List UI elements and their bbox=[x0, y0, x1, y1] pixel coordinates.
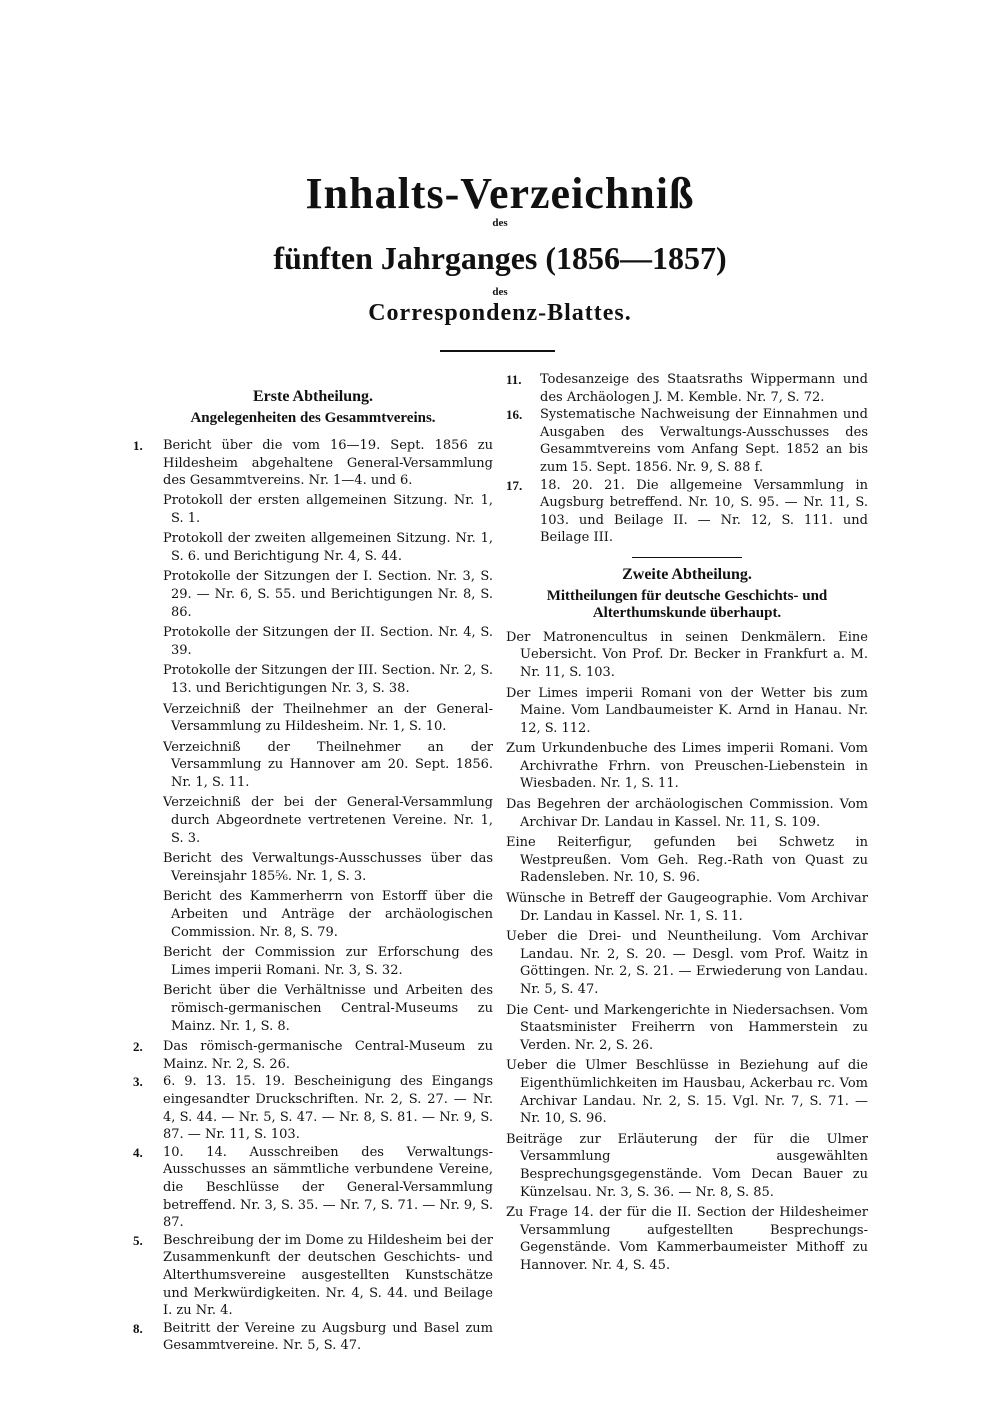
left-entry-list bbox=[133, 437, 493, 1355]
index-entry bbox=[133, 1232, 493, 1320]
index-subentry: Protokolle der Sitzungen der III. Section. Nr. 2, S. 13. und Berichtigungen Nr. 3, S. 38. bbox=[163, 663, 493, 696]
index-entry: Zum Urkundenbuche des Limes imperii Romani. Vom Archivrathe Frhrn. von Preuschen-Liebenstein in Wiesbaden. Nr. 1, S. 11. bbox=[506, 741, 868, 792]
title-year-line: fünften Jahrganges (1856—1857) bbox=[273, 240, 727, 276]
entry-text: Bericht über die vom 16—19. Sept. 1856 zu Hildesheim abgehaltene General-Versammlung des Gesammtvereins. Nr. 1—4. und 6. bbox=[163, 438, 493, 489]
section-title-2: Zweite Abtheilung. bbox=[622, 565, 752, 583]
index-subentry: Bericht des Verwaltungs-Ausschusses über das Vereinsjahr 185⁵⁄₆. Nr. 1, S. 3. bbox=[163, 851, 493, 884]
entry-text: 10. 14. Ausschreiben des Verwaltungs-Ausschusses an sämmtliche verbundene Vereine, die Beschlüsse der General-Versammlung betreffend. Nr. 3, S. 35. — Nr. 7, S. 71. — Nr. 9, S. 87. bbox=[163, 1144, 493, 1231]
section-divider bbox=[632, 557, 742, 558]
entry-number: 4. bbox=[133, 1144, 143, 1160]
index-subentry: Verzeichniß der bei der General-Versammlung durch Abgeordnete vertretenen Vereine. Nr. 1, S. 3. bbox=[163, 795, 493, 846]
entry-text: 6. 9. 13. 15. 19. Bescheinigung des Eingangs eingesandter Druckschriften. Nr. 2, S. 27. — Nr. 4, S. 44. — Nr. 5, S. 47. — Nr. 8, S. 81. — Nr. 9, S. 87. — Nr. 11, S. 103. bbox=[163, 1074, 493, 1143]
index-entry: Beiträge zur Erläuterung der für die Ulmer Versammlung ausgewählten Besprechungsgegenstände. Vom Decan Bauer zu Künzelsau. Nr. 3, S. 36. — Nr. 8, S. 85. bbox=[506, 1131, 868, 1200]
entry-text: Beschreibung der im Dome zu Hildesheim bei der Zusammenkunft der deutschen Geschichts- und Alterthumsvereine ausgestellten Kunstschätze und Merkwürdigkeiten. Nr. 4, S. 44. und Beilage I. zu Nr. 4. bbox=[163, 1232, 493, 1319]
entry-text: Systematische Nachweisung der Einnahmen und Ausgaben des Verwaltungs-Ausschusses des Gesammtvereins vom Anfang Sept. 1852 an bis zum 15. Sept. 1856. Nr. 9, S. 88 f. bbox=[540, 407, 868, 475]
entry-number: 3. bbox=[133, 1074, 143, 1090]
index-subentry: Verzeichniß der Theilnehmer an der General-Versammlung zu Hildesheim. Nr. 1, S. 10. bbox=[163, 701, 493, 735]
entry-number: 17. bbox=[506, 477, 523, 493]
section-subtitle-1: Angelegenheiten des Gesammtvereins. bbox=[190, 409, 436, 426]
index-subentry: Verzeichniß der Theilnehmer an der Versammlung zu Hannover am 20. Sept. 1856. Nr. 1, S. 11. bbox=[163, 739, 493, 790]
index-subentry: Protokolle der Sitzungen der I. Section. Nr. 3, S. 29. — Nr. 6, S. 55. und Berichtigungen Nr. 8, S. 86. bbox=[163, 569, 493, 620]
entry-text: 18. 20. 21. Die allgemeine Versammlung in Augsburg betreffend. Nr. 10, S. 95. — Nr. 11, S. 103. und Beilage II. — Nr. 12, S. 111. und Beilage III. bbox=[540, 477, 868, 546]
entry-number: 8. bbox=[133, 1320, 143, 1336]
index-entry bbox=[506, 406, 868, 476]
index-entry: Zu Frage 14. der für die II. Section der Hildesheimer Versammlung aufgestellten Besprechungs-Gegenstände. Vom Kammerbaumeister Mithoff zu Hannover. Nr. 4, S. 45. bbox=[506, 1205, 868, 1273]
right-entry-list bbox=[506, 629, 868, 1275]
entry-text: Das römisch-germanische Central-Museum zu Mainz. Nr. 2, S. 26. bbox=[163, 1039, 493, 1072]
index-subentry: Bericht der Commission zur Erforschung des Limes imperii Romani. Nr. 3, S. 32. bbox=[163, 945, 493, 978]
page-title: Inhalts-Verzeichniß bbox=[305, 169, 695, 218]
index-entry: Ueber die Ulmer Beschlüsse in Beziehung auf die Eigenthümlichkeiten im Hausbau, Ackerbau rc. Vom Archivar Landau. Nr. 2, S. 15. Vgl. Nr. 7, S. 71. — Nr. 10, S. 96. bbox=[506, 1058, 868, 1127]
title-des-1: des bbox=[492, 217, 508, 229]
entry-number: 1. bbox=[133, 438, 143, 454]
entry-number: 2. bbox=[133, 1039, 143, 1055]
index-subentry: Bericht über die Verhältnisse und Arbeiten des römisch-germanischen Central-Museums zu Mainz. Nr. 1, S. 8. bbox=[163, 983, 493, 1034]
entry-text: Beitritt der Vereine zu Augsburg und Basel zum Gesammtvereine. Nr. 5, S. 47. bbox=[163, 1320, 493, 1354]
index-entry: Eine Reiterfigur, gefunden bei Schwetz in Westpreußen. Vom Geh. Reg.-Rath von Quast zu Radensleben. Nr. 10, S. 96. bbox=[506, 835, 868, 886]
page-subtitle: Correspondenz-Blattes. bbox=[368, 300, 632, 326]
index-entry bbox=[133, 437, 493, 490]
index-entry bbox=[133, 1320, 493, 1355]
index-entry bbox=[506, 477, 868, 547]
index-subentry: Bericht des Kammerherrn von Estorff über die Arbeiten und Anträge der archäologischen Commission. Nr. 8, S. 79. bbox=[163, 889, 493, 940]
section-title-1: Erste Abtheilung. bbox=[252, 388, 373, 405]
index-entry: Der Limes imperii Romani von der Wetter bis zum Maine. Vom Landbaumeister K. Arnd in Hanau. Nr. 12, S. 112. bbox=[506, 685, 868, 736]
index-subentry: Protokolle der Sitzungen der II. Section. Nr. 4, S. 39. bbox=[163, 625, 493, 658]
index-entry bbox=[133, 1038, 493, 1073]
title-des-2: des bbox=[492, 286, 508, 298]
index-entry: Wünsche in Betreff der Gaugeographie. Vom Archivar Dr. Landau in Kassel. Nr. 1, S. 11. bbox=[506, 891, 868, 924]
index-entry: Ueber die Drei- und Neuntheilung. Vom Archivar Landau. Nr. 2, S. 20. — Desgl. vom Prof. Waitz in Göttingen. Nr. 2, S. 21. — Erwiederung von Landau. Nr. 5, S. 47. bbox=[506, 929, 868, 997]
left-column bbox=[133, 388, 493, 1355]
index-subentry: Protokoll der zweiten allgemeinen Sitzung. Nr. 1, S. 6. und Berichtigung Nr. 4, S. 44. bbox=[163, 531, 493, 564]
entry-number: 5. bbox=[133, 1232, 143, 1248]
index-entry: Die Cent- und Markengerichte in Niedersachsen. Vom Staatsminister Freiherrn von Hammerstein zu Verden. Nr. 2, S. 26. bbox=[506, 1002, 868, 1053]
right-entry-list-top bbox=[506, 371, 868, 547]
index-entry: Das Begehren der archäologischen Commission. Vom Archivar Dr. Landau in Kassel. Nr. 11, S. 109. bbox=[506, 797, 868, 830]
index-entry: Der Matronencultus in seinen Denkmälern. Eine Uebersicht. Von Prof. Dr. Becker in Frankfurt a. M. Nr. 11, S. 103. bbox=[506, 629, 868, 680]
entry-text: Todesanzeige des Staatsraths Wippermann und des Archäologen J. M. Kemble. Nr. 7, S. 72. bbox=[540, 372, 868, 405]
right-column bbox=[506, 371, 868, 1278]
entry-number: 16. bbox=[506, 407, 523, 423]
index-entry bbox=[506, 371, 868, 406]
index-entry bbox=[133, 1144, 493, 1232]
index-subentry: Protokoll der ersten allgemeinen Sitzung. Nr. 1, S. 1. bbox=[163, 492, 493, 526]
entry-number: 11. bbox=[506, 372, 522, 387]
index-entry bbox=[133, 1073, 493, 1143]
section-subtitle-2: Mittheilungen für deutsche Geschichts- und Alterthumskunde überhaupt. bbox=[546, 587, 828, 622]
title-divider bbox=[440, 350, 555, 352]
